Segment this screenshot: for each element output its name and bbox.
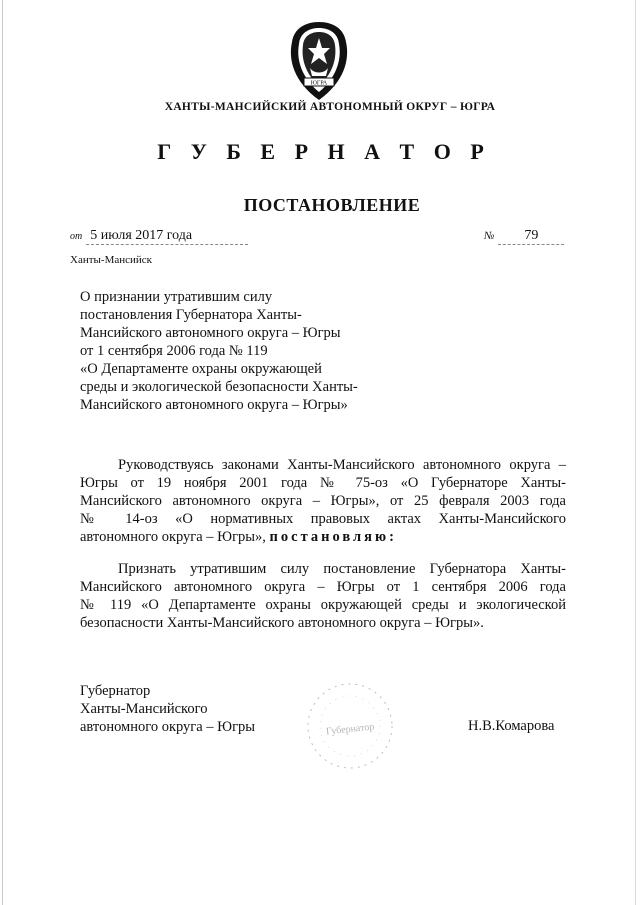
faint-stamp	[300, 676, 400, 776]
paragraph-line: безопасности Ханты-Мансийского автономного округа – Югры».	[80, 615, 484, 631]
date-row	[70, 228, 248, 245]
governor-heading: Г У Б Е Р Н А Т О Р	[157, 139, 491, 164]
resolve-word: постановляю:	[269, 529, 397, 545]
resolution-paragraph	[80, 560, 566, 632]
paragraph-line: Мансийского автономного округа – Югры», от 25 февраля 2003 года	[80, 493, 566, 509]
subject-line: Мансийского автономного округа – Югры	[80, 325, 341, 341]
subject-block	[80, 288, 380, 414]
region-title: ХАНТЫ-МАНСИЙСКИЙ АВТОНОМНЫЙ ОКРУГ – ЮГРА	[164, 101, 496, 113]
signatory-title	[80, 682, 255, 736]
paragraph-line: № 119 «О Департаменте охраны окружающей среды и экологической	[80, 597, 566, 613]
paragraph-line: Руководствуясь законами Ханты-Мансийского автономного округа –	[118, 457, 566, 473]
stamp-label: Губернатор	[325, 721, 375, 738]
date-prefix: от	[70, 231, 83, 242]
subject-line: от 1 сентября 2006 года № 119	[80, 343, 268, 359]
scan-edge-right	[635, 0, 636, 905]
document-type: ПОСТАНОВЛЕНИЕ	[243, 195, 421, 215]
preamble-paragraph	[80, 456, 566, 546]
paragraph-line: № 14-оз «О нормативных правовых актах Ханты-Мансийского	[80, 511, 566, 527]
signatory-title-line: Ханты-Мансийского	[80, 701, 208, 717]
signatory-name: Н.В.Комарова	[468, 718, 555, 734]
subject-line: среды и экологической безопасности Ханты-	[80, 379, 358, 395]
subject-line: «О Департаменте охраны окружающей	[80, 361, 322, 377]
signatory-title-line: Губернатор	[80, 683, 151, 699]
paragraph-line-text: автономного округа – Югры»,	[80, 529, 266, 545]
city-name: Ханты-Мансийск	[70, 254, 153, 266]
document-number: 79	[498, 228, 564, 245]
number-prefix: №	[484, 230, 495, 242]
paragraph-line: Югры от 19 ноября 2001 года № 75-оз «О Губернаторе Ханты-	[80, 475, 566, 491]
paragraph-line-last	[80, 528, 566, 546]
emblem-label: ЮГРА	[310, 80, 328, 87]
subject-line: постановления Губернатора Ханты-	[80, 307, 302, 323]
scan-edge-left	[2, 0, 3, 905]
subject-line: Мансийского автономного округа – Югры»	[80, 397, 348, 413]
paragraph-line: Мансийского автономного округа – Югры от 1 сентября 2006 года	[80, 579, 566, 595]
document-date: 5 июля 2017 года	[86, 228, 248, 245]
subject-line: О признании утратившим силу	[80, 289, 273, 305]
coat-of-arms-emblem	[284, 20, 354, 104]
paragraph-line: Признать утратившим силу постановление Губернатора Ханты-	[118, 561, 566, 577]
signatory-title-line: автономного округа – Югры	[80, 719, 256, 735]
number-row	[484, 228, 564, 245]
